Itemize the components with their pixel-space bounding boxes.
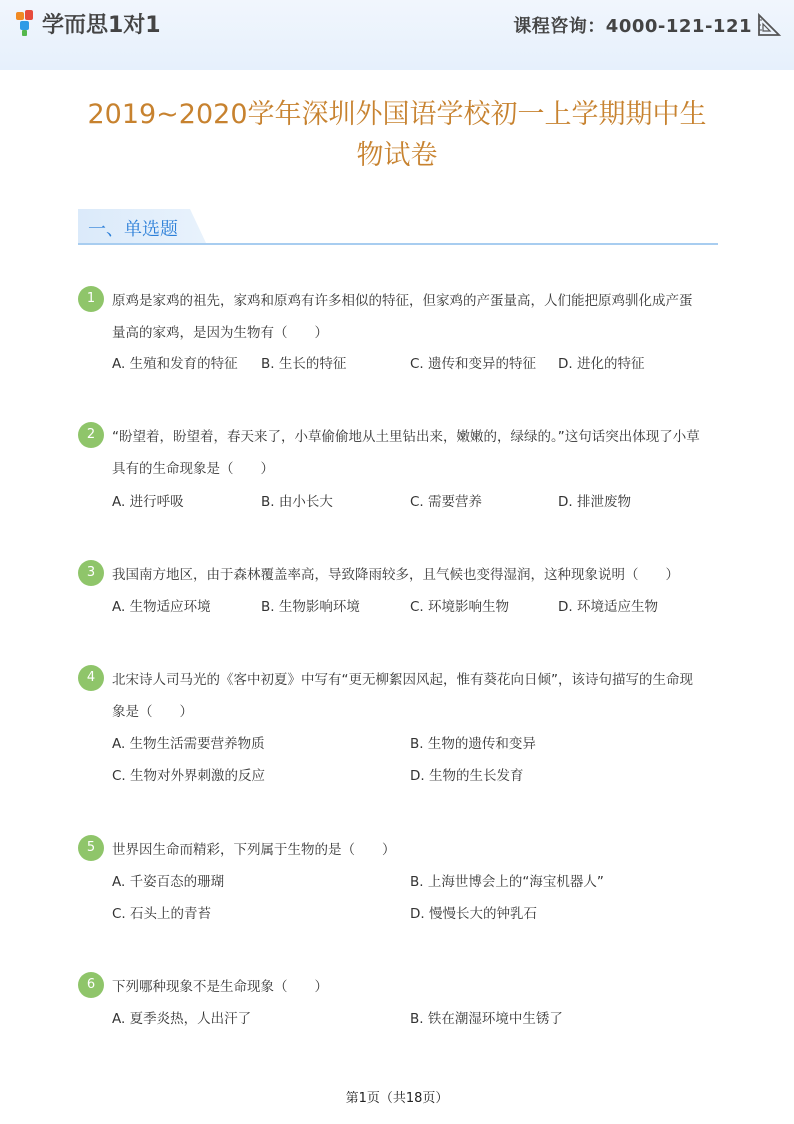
logo-mark-icon (16, 10, 38, 36)
question-stem: 下列哪种现象不是生命现象（ ） (112, 979, 328, 995)
question-number-badge: 4 (78, 665, 104, 691)
option-a: A. 生物生活需要营养物质 (112, 736, 265, 752)
option-d: D. 排泄废物 (558, 494, 631, 510)
option-c: C. 环境影响生物 (410, 599, 510, 615)
question-number-badge: 1 (78, 286, 104, 312)
question-number-badge: 3 (78, 560, 104, 586)
option-b: B. 铁在潮湿环境中生锈了 (410, 1011, 563, 1027)
question-number-badge: 6 (78, 972, 104, 998)
option-c: C. 遗传和变异的特征 (410, 356, 537, 372)
brand-name: 学而思1对1 (42, 12, 161, 38)
question-stem: 我国南方地区，由于森林覆盖率高，导致降雨较多，且气候也变得湿润，这种现象说明（ ） (112, 567, 679, 583)
question-number-badge: 5 (78, 835, 104, 861)
ruler-triangle-icon (756, 12, 782, 38)
question-stem: “盼望着，盼望着，春天来了，小草偷偷地从土里钻出来，嫩嫩的，绿绿的。”这句话突出体现了小草具有的生命现象是（ ） (112, 429, 700, 477)
page-header (0, 0, 794, 70)
question-stem: 北宋诗人司马光的《客中初夏》中写有“更无柳絮因风起，惟有葵花向日倾”，该诗句描写的生命现象是（ ） (112, 672, 693, 720)
title-line-2: 物试卷 (356, 140, 438, 171)
hotline-text: 课程咨询：4000-121-121 (513, 16, 752, 37)
section-divider (78, 243, 718, 245)
option-b: B. 上海世博会上的“海宝机器人” (410, 874, 604, 890)
option-c: C. 石头上的青苔 (112, 906, 212, 922)
option-c: C. 生物对外界刺激的反应 (112, 768, 266, 784)
page-number: 第1页（共18页） (345, 1091, 449, 1106)
brand-logo (16, 7, 161, 39)
option-a: A. 进行呼吸 (112, 494, 184, 510)
section-header (78, 209, 718, 249)
option-c: C. 需要营养 (410, 494, 483, 510)
question-number-badge: 2 (78, 422, 104, 448)
option-a: A. 千姿百态的珊瑚 (112, 874, 225, 890)
question-stem: 原鸡是家鸡的祖先，家鸡和原鸡有许多相似的特征，但家鸡的产蛋量高，人们能把原鸡驯化成产蛋量高的家鸡，是因为生物有（ ） (112, 293, 693, 341)
document-title (80, 94, 714, 176)
question-stem: 世界因生命而精彩，下列属于生物的是（ ） (112, 842, 396, 858)
section-label: 一、单选题 (88, 219, 178, 240)
option-d: D. 生物的生长发育 (410, 768, 524, 784)
option-a: A. 生殖和发育的特征 (112, 356, 238, 372)
option-d: D. 慢慢长大的钟乳石 (410, 906, 537, 922)
option-a: A. 生物适应环境 (112, 599, 211, 615)
option-b: B. 由小长大 (261, 494, 333, 510)
option-b: B. 生物影响环境 (261, 599, 360, 615)
option-b: B. 生物的遗传和变异 (410, 736, 536, 752)
option-d: D. 环境适应生物 (558, 599, 658, 615)
option-b: B. 生长的特征 (261, 356, 347, 372)
option-d: D. 进化的特征 (558, 356, 645, 372)
title-line-1: 2019~2020学年深圳外国语学校初一上学期期中生 (87, 99, 707, 130)
option-a: A. 夏季炎热，人出汗了 (112, 1011, 252, 1027)
